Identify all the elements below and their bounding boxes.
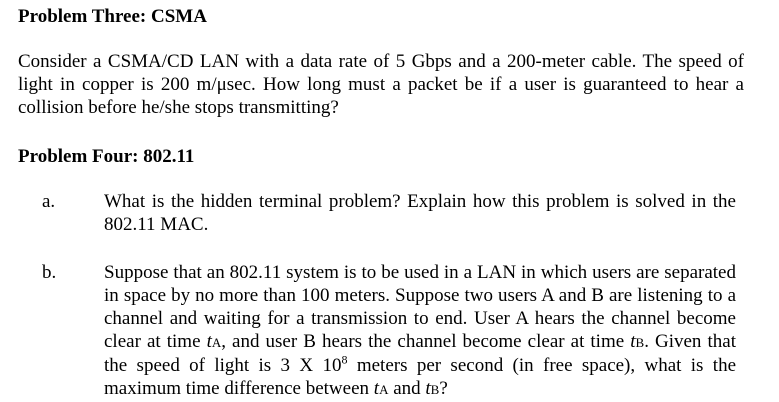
problem-three-heading: Problem Three: CSMA — [18, 6, 207, 27]
item-b-text-part4: meters per second (in free space), what is the maximum time difference between — [104, 355, 737, 399]
item-b-text-part1: Suppose that an 802.11 system is to be used in a LAN in which users are separated in space by no more than 100 meters. Suppose two users A and B are listening to a channel and waiting for a transmission to end. User A hears the channel become clear at time — [104, 262, 736, 352]
t-a-variable-2: tA — [373, 378, 389, 399]
problem-four-heading: Problem Four: 802.11 — [18, 146, 195, 167]
item-b-text-part6: ? — [439, 378, 448, 399]
t-b-variable: tB — [630, 331, 645, 352]
t-a-variable: tA — [206, 331, 222, 352]
problem-three-text: Consider a CSMA/CD LAN with a data rate of 5 Gbps and a 200-meter cable. The speed of light in copper is 200 m/μsec. How long must a packet be if a user is guaranteed to hear a collision before he/she stops transmitting? — [18, 51, 744, 118]
item-a-text: What is the hidden terminal problem? Explain how this problem is solved in the 802.11 MAC. — [104, 191, 736, 235]
item-b-text — [104, 261, 736, 401]
exponent: 8 — [341, 352, 348, 367]
t-b-variable-2: tB — [425, 378, 440, 399]
item-a-label: a. — [42, 191, 56, 212]
item-b-text-part2: , and user B hears the channel become clear at time — [221, 331, 631, 352]
item-b-label: b. — [42, 262, 57, 283]
item-b-text-part3: . Given that the speed of light is 3 X 10 — [104, 331, 736, 376]
item-b-text-part5: and — [388, 378, 426, 399]
